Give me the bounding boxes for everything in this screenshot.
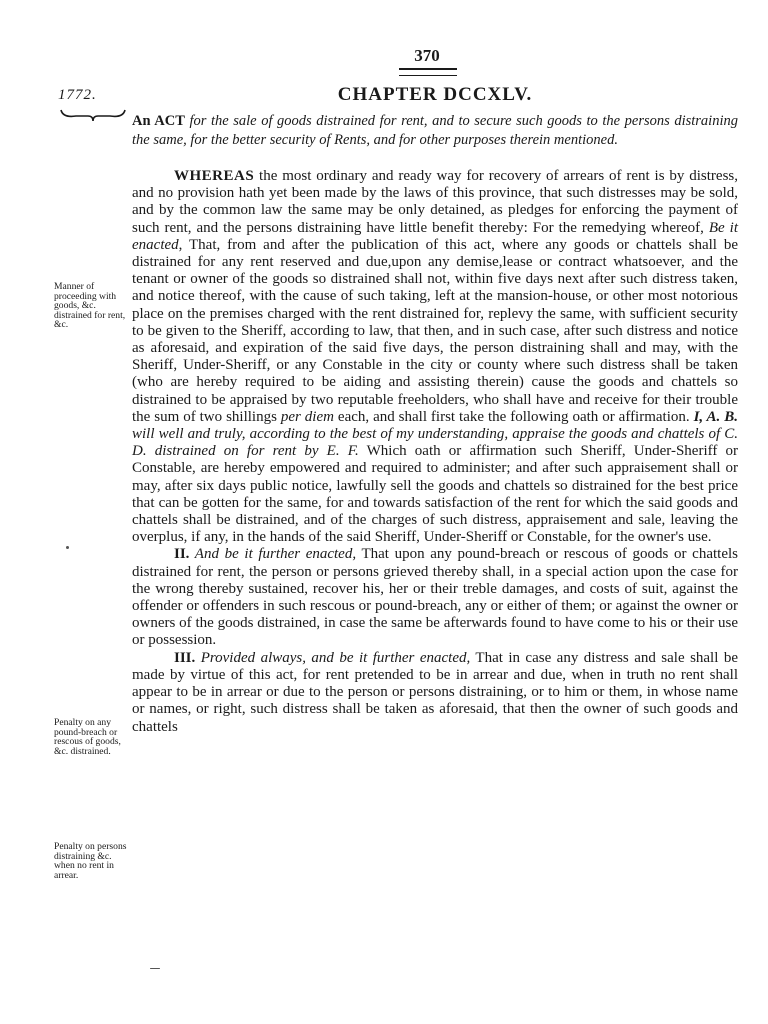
act-title-lead: An ACT <box>132 113 185 129</box>
section-3-text: That in case any distress and sale shall be made by virtue of this act, for rent pretended to be in arrear and due, when in truth no rent shall appear to be in arrear or due to the person or persons distraining, or to him or them, in whose name or names, or right, such distress shall be taken as aforesaid, that then the owner of such goods and chattels <box>132 649 738 735</box>
chapter-title: CHAPTER DCCXLV. <box>337 84 533 105</box>
section-3-number: III. <box>174 649 196 666</box>
section-2-enacting-clause: And be it further enacted, <box>189 546 357 563</box>
section-1-text-c: each, and shall first take the following oath or affirmation. <box>333 408 694 425</box>
page-number-rule <box>399 68 457 76</box>
page-number: 370 <box>414 46 440 65</box>
section-1-enacting-clause: Be it enacted <box>132 219 738 253</box>
section-2-number: II. <box>174 546 190 563</box>
section-1-text-a: the most ordinary and ready way for recovery of arrears of rent is by distress, and no provision hath yet been made by the laws of this province, that such distresses may be sold, and by the common law the same may be only detained, as pledges for enforcing the payment of such rent, and the persons distraining have little benefit thereby: For the remedying whereof, <box>132 168 738 236</box>
margin-note-1: Manner of proceeding with goods, &c. distrained for rent, &c. <box>54 281 126 331</box>
act-title <box>132 112 738 150</box>
body-text <box>132 168 738 736</box>
section-1-oath-lead: I, A. B. <box>693 408 738 425</box>
margin-note-3: Penalty on persons distraining &c. when no rent in arrear. <box>54 841 127 881</box>
section-1 <box>132 168 738 546</box>
margin-note-2: Penalty on any pound-breach or rescous of goods, &c. distrained. <box>54 717 121 757</box>
stray-mark <box>150 968 160 969</box>
section-1-oath-text: will well and truly, according to the best of my understanding, appraise the goods and chattels of C. D. distrained on for rent by E. F. <box>132 426 738 460</box>
section-1-text-d: Which oath or affirmation such Sheriff, Under-Sheriff or Constable, are hereby empowered and required to administer; and after such appraisement shall or may, after six days public notice, lawfully sell the goods and chattels so distrained for the best price that can be gotten for the same, for and towards satisfaction of the rent for which the said goods and chattels shall be distrained, and of the charges of such distress, appraisement and sale, leaving the overplus, if any, in the hands of the said Sheriff, Under-Sheriff or Constable, for the owner's use. <box>132 443 738 546</box>
section-1-lead: WHEREAS <box>174 168 255 184</box>
section-3-enacting-clause: Provided always, and be it further enacted, <box>195 649 471 666</box>
year: 1772. <box>58 87 97 103</box>
section-2-text: That upon any pound-breach or rescous of goods or chattels distrained for rent, the person or persons grieved thereby shall, in a special action upon the case for the wrong thereby sustained, recover his, her or their treble damages, and costs of suit, against the offender or offenders in such rescous or pound-breach, any or either of them; or against the owner or owners of the goods distrained, in case the same be afterwards found to have come to his or their use or possession. <box>132 546 738 649</box>
year-brace <box>60 108 126 122</box>
stray-mark <box>66 546 69 549</box>
section-2 <box>132 546 738 649</box>
section-1-per-diem: per diem <box>280 408 334 425</box>
section-3 <box>132 650 738 736</box>
act-title-text: for the sale of goods distrained for rent, and to secure such goods to the persons distraining the same, for the better security of Rents, and for other purposes therein mentioned. <box>132 113 738 148</box>
section-1-text-b: , That, from and after the publication of this act, where any goods or chattels shall be distrained for any rent reserved and due,upon any demise,lease or contract whatsoever, and the tenant or owner of the goods so distrained shall not, within five days next after such distress taken, and notice thereof, with the cause of such taking, left at the mansion-house, or other most notorious place on the premises charged with the rent distrained for, replevy the same, with sufficient security to be given to the Sheriff, according to law, that then, and in such case, after such distress and notice as aforesaid, and expiration of the said five days, the person distraining shall and may, with the Sheriff, Under-Sheriff, or any Constable in the city or county where such distress shall be taken (who are hereby required to be aiding and assisting therein) cause the goods and chattels so distrained to be appraised by two reputable freeholders, who shall have and receive for their trouble the sum of two shillings <box>132 236 738 425</box>
